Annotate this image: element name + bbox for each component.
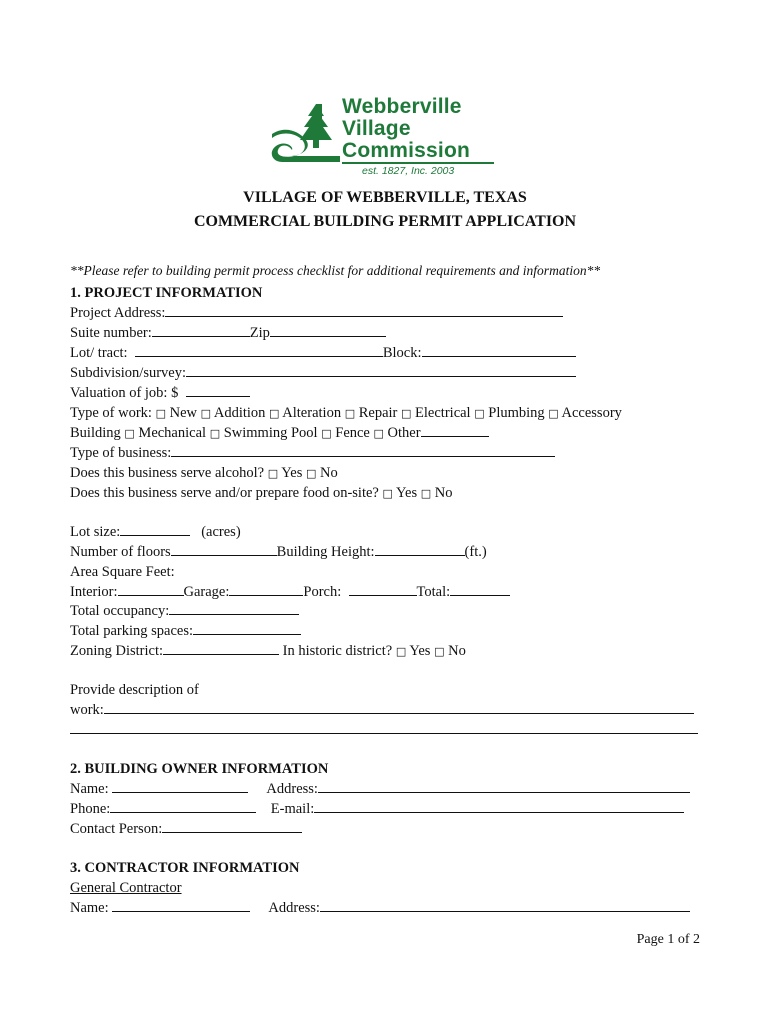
page-number: Page 1 of 2 bbox=[636, 932, 700, 947]
historic-no-label: No bbox=[448, 643, 466, 659]
floors-height-row bbox=[70, 543, 487, 561]
valuation-label: Valuation of job: $ bbox=[70, 385, 179, 401]
type-of-business-label: Type of business: bbox=[70, 445, 172, 461]
owner-email-field[interactable] bbox=[314, 800, 684, 813]
description-row bbox=[70, 701, 694, 719]
block-label: Block: bbox=[382, 345, 422, 361]
zoning-district-field[interactable] bbox=[163, 642, 279, 655]
zip-label: Zip bbox=[249, 325, 270, 341]
checkbox-electrical[interactable]: □ bbox=[401, 407, 412, 420]
total-occupancy-label: Total occupancy: bbox=[70, 603, 170, 619]
logo-established: est. 1827, Inc. 2003 bbox=[362, 165, 455, 177]
section-contractor-information-heading: 3. CONTRACTOR INFORMATION bbox=[70, 860, 300, 876]
checkbox-mechanical[interactable]: □ bbox=[124, 427, 135, 440]
owner-phone-field[interactable] bbox=[110, 800, 256, 813]
total-parking-field[interactable] bbox=[193, 622, 301, 635]
checkbox-historic-no[interactable]: □ bbox=[434, 645, 445, 658]
checkbox-swimming-pool[interactable]: □ bbox=[209, 427, 221, 440]
checkbox-new[interactable]: □ bbox=[155, 407, 166, 420]
checkbox-fence[interactable]: □ bbox=[321, 427, 332, 440]
checklist-note: **Please refer to building permit process checklist for additional requirements and information** bbox=[70, 263, 601, 278]
ft-label: (ft.) bbox=[464, 544, 487, 560]
checkbox-addition[interactable]: □ bbox=[200, 407, 212, 420]
interior-field[interactable] bbox=[118, 583, 184, 596]
contractor-name-address-row bbox=[70, 899, 690, 917]
project-address-field[interactable] bbox=[165, 304, 563, 317]
subdivision-field[interactable] bbox=[186, 364, 576, 377]
food-yes-label: Yes bbox=[395, 485, 418, 501]
form-title: COMMERCIAL BUILDING PERMIT APPLICATION bbox=[193, 213, 577, 230]
checkbox-food-yes[interactable]: □ bbox=[382, 487, 393, 500]
option-swimming-pool: Swimming Pool bbox=[223, 425, 318, 441]
porch-field[interactable] bbox=[349, 583, 417, 596]
interior-label: Interior: bbox=[70, 584, 118, 600]
description-label-1: Provide description of bbox=[70, 682, 199, 698]
option-addition: Addition bbox=[213, 405, 266, 421]
total-field[interactable] bbox=[450, 583, 510, 596]
food-row bbox=[70, 484, 452, 503]
area-row bbox=[70, 583, 510, 601]
checkbox-accessory[interactable]: □ bbox=[548, 407, 559, 420]
contractor-name-label: Name: bbox=[70, 900, 109, 916]
owner-address-label: Address: bbox=[266, 781, 318, 797]
type-of-business-field[interactable] bbox=[171, 444, 555, 457]
total-label: Total: bbox=[416, 584, 451, 600]
checkbox-historic-yes[interactable]: □ bbox=[395, 645, 407, 658]
type-of-work-label: Type of work: bbox=[70, 405, 152, 421]
subdivision-row bbox=[70, 364, 576, 382]
total-occupancy-row bbox=[70, 602, 299, 620]
owner-phone-email-row bbox=[70, 800, 684, 818]
alcohol-question: Does this business serve alcohol? bbox=[70, 465, 265, 481]
checkbox-alcohol-no[interactable]: □ bbox=[305, 467, 317, 480]
suite-zip-row bbox=[70, 324, 386, 342]
valuation-field[interactable] bbox=[186, 384, 250, 397]
description-label-2: work: bbox=[70, 702, 104, 718]
lot-size-row bbox=[70, 523, 241, 541]
contractor-address-field[interactable] bbox=[320, 899, 690, 912]
building-height-label: Building Height: bbox=[276, 544, 375, 560]
general-contractor-heading: General Contractor bbox=[70, 880, 182, 896]
type-of-business-row bbox=[70, 444, 555, 462]
contractor-address-label: Address: bbox=[268, 900, 320, 916]
alcohol-row bbox=[70, 464, 338, 483]
webberville-logo bbox=[270, 96, 500, 180]
option-electrical: Electrical bbox=[415, 405, 471, 421]
option-plumbing: Plumbing bbox=[488, 405, 545, 421]
owner-phone-label: Phone: bbox=[70, 801, 111, 817]
checkbox-plumbing[interactable]: □ bbox=[474, 407, 485, 420]
checkbox-repair[interactable]: □ bbox=[344, 407, 356, 420]
project-address-label: Project Address: bbox=[70, 305, 166, 321]
option-mechanical: Mechanical bbox=[138, 425, 207, 441]
garage-field[interactable] bbox=[229, 583, 303, 596]
historic-yes-label: Yes bbox=[409, 643, 431, 659]
option-repair: Repair bbox=[358, 405, 398, 421]
option-other: Other bbox=[387, 425, 421, 441]
area-square-feet-label: Area Square Feet: bbox=[70, 564, 175, 580]
owner-contact-row bbox=[70, 820, 302, 838]
block-field[interactable] bbox=[422, 344, 576, 357]
checkbox-alteration[interactable]: □ bbox=[269, 407, 280, 420]
lot-size-label: Lot size: bbox=[70, 524, 121, 540]
food-question: Does this business serve and/or prepare food on-site? bbox=[70, 485, 379, 501]
total-occupancy-field[interactable] bbox=[169, 602, 299, 615]
owner-name-label: Name: bbox=[70, 781, 109, 797]
type-of-work-row-2 bbox=[70, 424, 489, 443]
lot-size-field[interactable] bbox=[120, 523, 190, 536]
owner-contact-label: Contact Person: bbox=[70, 821, 163, 837]
total-parking-row bbox=[70, 622, 301, 640]
option-alteration: Alteration bbox=[282, 405, 342, 421]
description-row-2 bbox=[70, 721, 698, 739]
checkbox-alcohol-yes[interactable]: □ bbox=[267, 467, 279, 480]
suite-number-label: Suite number: bbox=[70, 325, 152, 341]
alcohol-yes-label: Yes bbox=[281, 465, 303, 481]
option-new: New bbox=[169, 405, 197, 421]
owner-name-field[interactable] bbox=[112, 780, 248, 793]
project-address-row bbox=[70, 304, 563, 322]
number-of-floors-label: Number of floors bbox=[70, 544, 171, 560]
subdivision-label: Subdivision/survey: bbox=[70, 365, 187, 381]
valuation-row bbox=[70, 384, 250, 402]
page-title: VILLAGE OF WEBBERVILLE, TEXAS bbox=[243, 189, 527, 206]
contractor-name-field[interactable] bbox=[112, 899, 250, 912]
historic-question: In historic district? bbox=[282, 643, 393, 659]
description-field-2[interactable] bbox=[70, 721, 698, 734]
logo-line-1: Webberville bbox=[342, 95, 462, 118]
zoning-district-label: Zoning District: bbox=[70, 643, 164, 659]
logo-line-3: Commission bbox=[342, 139, 471, 162]
porch-label: Porch: bbox=[303, 584, 342, 600]
building-height-field[interactable] bbox=[375, 543, 465, 556]
owner-contact-field[interactable] bbox=[162, 820, 302, 833]
checkbox-food-no[interactable]: □ bbox=[420, 487, 432, 500]
alcohol-no-label: No bbox=[320, 465, 338, 481]
logo-underline bbox=[342, 162, 494, 164]
logo-line-2: Village bbox=[342, 117, 411, 140]
food-no-label: No bbox=[434, 485, 453, 501]
number-of-floors-field[interactable] bbox=[171, 543, 277, 556]
total-parking-label: Total parking spaces: bbox=[70, 623, 194, 639]
owner-email-label: E-mail: bbox=[270, 801, 315, 817]
owner-name-address-row bbox=[70, 780, 690, 798]
owner-address-field[interactable] bbox=[318, 780, 690, 793]
other-field[interactable] bbox=[421, 424, 489, 437]
garage-label: Garage: bbox=[183, 584, 230, 600]
suite-number-field[interactable] bbox=[152, 324, 250, 337]
checkbox-other[interactable]: □ bbox=[373, 427, 384, 440]
description-field[interactable] bbox=[104, 701, 694, 714]
acres-label: (acres) bbox=[201, 524, 241, 540]
zoning-row bbox=[70, 642, 466, 661]
option-accessory: Accessory bbox=[561, 405, 622, 421]
lot-block-row bbox=[70, 344, 576, 362]
pine-tree-river-icon bbox=[270, 100, 342, 166]
section-owner-information-heading: 2. BUILDING OWNER INFORMATION bbox=[70, 761, 329, 777]
zip-field[interactable] bbox=[270, 324, 386, 337]
lot-tract-label: Lot/ tract: bbox=[70, 345, 128, 361]
option-fence: Fence bbox=[335, 425, 370, 441]
type-of-work-row bbox=[70, 404, 622, 423]
section-project-information-heading: 1. PROJECT INFORMATION bbox=[70, 285, 263, 301]
option-building: Building bbox=[70, 425, 121, 441]
lot-tract-field[interactable] bbox=[135, 344, 383, 357]
